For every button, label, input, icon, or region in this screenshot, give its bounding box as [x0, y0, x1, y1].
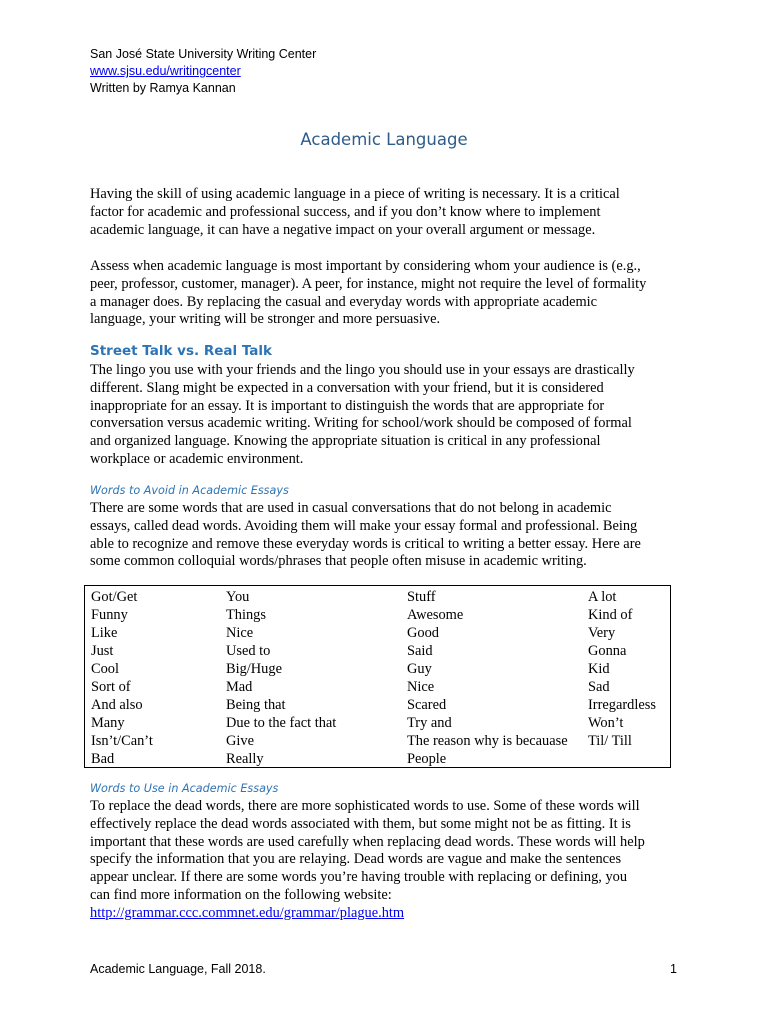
text-line: able to recognize and remove these everyday words is critical to writing a better essay. Here are: [90, 535, 641, 552]
text-line: some common colloquial words/phrases that people often misuse in academic writing.: [90, 553, 587, 570]
table-cell: Guy: [407, 661, 432, 677]
table-row: [85, 696, 670, 714]
text-line: academic language, it can have a negative impact on your overall argument or message.: [90, 221, 596, 238]
table-cell: Bad: [91, 751, 115, 767]
table-cell: Due to the fact that: [226, 715, 337, 731]
table-cell: Mad: [226, 679, 253, 695]
text-line: a manager does. By replacing the casual and everyday words with appropriate academic: [90, 293, 598, 310]
table-cell: The reason why is becauase: [407, 733, 568, 749]
table-cell: And also: [91, 697, 143, 713]
words-to-avoid-paragraph: [90, 500, 680, 571]
intro-paragraph-1: [90, 186, 680, 239]
table-cell: Irregardless: [588, 697, 656, 713]
table-cell: Really: [226, 751, 264, 767]
table-row: [85, 714, 670, 732]
document-header: [90, 46, 316, 97]
section-heading-street-talk: Street Talk vs. Real Talk: [90, 343, 273, 359]
text-line: The lingo you use with your friends and the lingo you should use in your essays are drastically: [90, 362, 635, 378]
table-row: [85, 606, 670, 624]
footer-text: Academic Language, Fall 2018.: [90, 962, 266, 976]
text-line: workplace or academic environment.: [90, 450, 304, 467]
table-row: [85, 624, 670, 642]
table-cell: Kind of: [588, 607, 633, 623]
words-to-use-paragraph: [90, 798, 680, 923]
table-cell: Won’t: [588, 715, 624, 731]
table-cell: Got/Get: [91, 589, 138, 605]
text-line: Having the skill of using academic language in a piece of writing is necessary. It is a critical: [90, 186, 620, 202]
grammar-reference-link[interactable]: http://grammar.ccc.commnet.edu/grammar/plague.htm: [90, 904, 405, 921]
table-cell: Many: [91, 715, 125, 731]
text-line: factor for academic and professional success, and if you don’t know where to implement: [90, 203, 601, 220]
org-name: San José State University Writing Center: [90, 47, 317, 61]
dead-words-table: [84, 585, 671, 768]
table-cell: People: [407, 751, 447, 767]
table-cell: Gonna: [588, 643, 627, 659]
table-cell: You: [226, 589, 250, 605]
text-line: can find more information on the following website:: [90, 886, 392, 903]
text-line: appear unclear. If there are some words you’re having trouble with replacing or defining, you: [90, 869, 628, 886]
text-line: important that these words are used carefully when replacing dead words. These words will help: [90, 833, 645, 850]
writing-center-link[interactable]: www.sjsu.edu/writingcenter: [90, 64, 241, 78]
text-line: peer, professor, customer, manager). A peer, for instance, might not require the level of formality: [90, 275, 647, 292]
intro-paragraph-2: [90, 258, 680, 329]
table-row: [85, 660, 670, 678]
table-cell: Nice: [226, 625, 254, 641]
table-cell: Like: [91, 625, 118, 641]
subheading-words-to-avoid: Words to Avoid in Academic Essays: [90, 484, 289, 497]
table-row: [85, 588, 670, 606]
text-line: specify the information that you are relaying. Dead words are vague and make the sentences: [90, 851, 622, 868]
text-line: Assess when academic language is most important by considering whom your audience is (e.g.,: [90, 258, 641, 274]
table-cell: Nice: [407, 679, 435, 695]
table-cell: Scared: [407, 697, 447, 713]
table-cell: Til/ Till: [588, 733, 632, 749]
table-cell: Being that: [226, 697, 286, 713]
author-line: Written by Ramya Kannan: [90, 81, 236, 95]
text-line: essays, called dead words. Avoiding them will make your essay formal and professional. Being: [90, 517, 638, 534]
table-row: [85, 678, 670, 696]
table-cell: Funny: [91, 607, 128, 623]
table-cell: Isn’t/Can’t: [91, 733, 153, 749]
table-cell: Sad: [588, 679, 610, 695]
subheading-words-to-use: Words to Use in Academic Essays: [90, 782, 279, 795]
table-cell: Cool: [91, 661, 119, 677]
text-line: conversation versus academic writing. Writing for school/work should be composed of formal: [90, 415, 632, 432]
page-title: Academic Language: [300, 130, 468, 149]
text-line: different. Slang might be expected in a conversation with your friend, but it is considered: [90, 379, 604, 396]
table-cell: Give: [226, 733, 254, 749]
text-line: To replace the dead words, there are more sophisticated words to use. Some of these words will: [90, 798, 640, 814]
table-cell: Stuff: [407, 589, 436, 605]
table-cell: Big/Huge: [226, 661, 282, 677]
table-row: [85, 732, 670, 750]
text-line: effectively replace the dead words associated with them, but some might not be as fitting. It is: [90, 815, 631, 832]
text-line: inappropriate for an essay. It is important to distinguish the words that are appropriate for: [90, 397, 605, 414]
page-number: 1: [670, 962, 677, 976]
table-row: [85, 642, 670, 660]
table-cell: Very: [588, 625, 616, 641]
table-cell: Things: [226, 607, 266, 623]
table-cell: Try and: [407, 715, 452, 731]
table-cell: Said: [407, 643, 433, 659]
table-row: [85, 750, 670, 768]
table-cell: Kid: [588, 661, 610, 677]
table-cell: Used to: [226, 643, 271, 659]
table-cell: Just: [91, 643, 114, 659]
table-cell: Good: [407, 625, 439, 641]
table-cell: A lot: [588, 589, 617, 605]
table-cell: Awesome: [407, 607, 464, 623]
text-line: There are some words that are used in casual conversations that do not belong in academic: [90, 500, 612, 516]
street-talk-paragraph: [90, 362, 680, 469]
text-line: language, your writing will be stronger and more persuasive.: [90, 311, 441, 328]
text-line: and organized language. Knowing the appropriate situation is critical in any professional: [90, 433, 601, 450]
table-cell: Sort of: [91, 679, 131, 695]
